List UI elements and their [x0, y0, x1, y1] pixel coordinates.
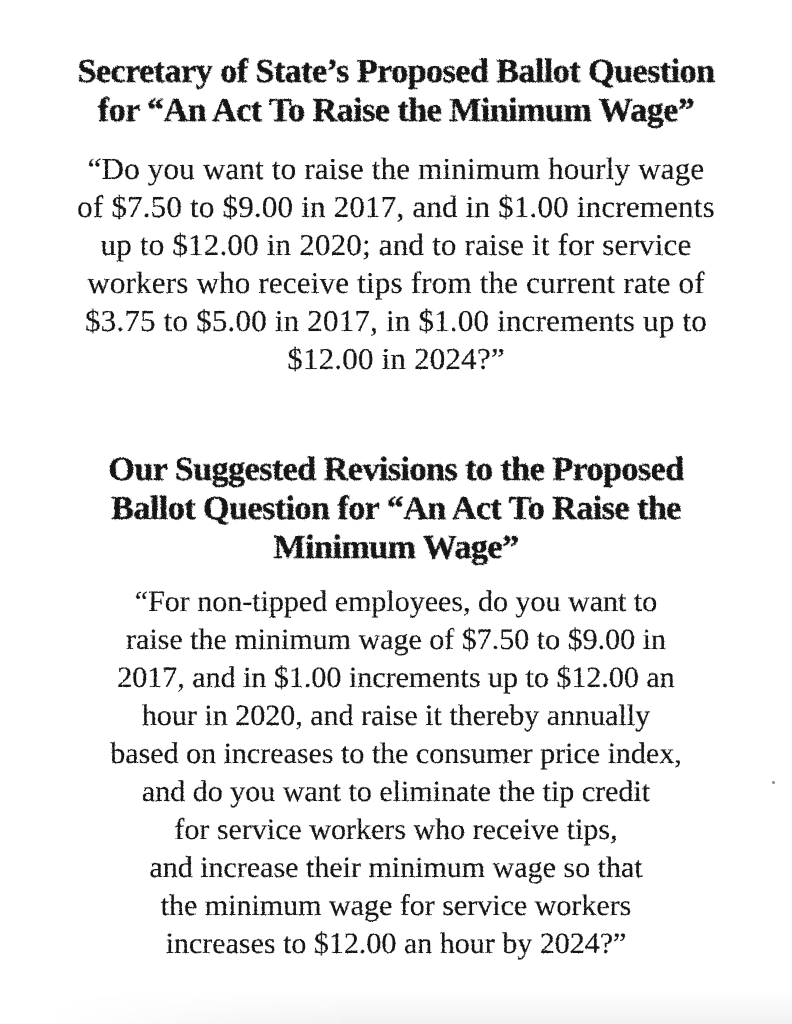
heading-line: Secretary of State’s Proposed Ballot Question [77, 53, 715, 90]
body-line: increases to $12.00 an hour by 2024?” [165, 927, 627, 960]
body-line: and increase their minimum wage so that [149, 851, 643, 884]
body-line: “For non-tipped employees, do you want to [134, 585, 658, 618]
scan-speck-artifact [772, 781, 775, 784]
heading-line: Our Suggested Revisions to the Proposed [108, 451, 684, 488]
heading-line: Minimum Wage” [273, 529, 519, 566]
body-line: hour in 2020, and raise it thereby annually [141, 699, 651, 732]
section-proposed-ballot-question [38, 52, 754, 378]
suggested-revisions-heading [38, 450, 754, 567]
body-line: raise the minimum wage of $7.50 to $9.00 in [126, 623, 666, 656]
body-line: based on increases to the consumer price index, [110, 737, 682, 770]
body-line: and do you want to eliminate the tip credit [141, 775, 651, 808]
body-line: workers who receive tips from the current rate of [87, 265, 705, 300]
body-line: $12.00 in 2024?” [287, 341, 505, 376]
body-line: the minimum wage for service workers [160, 889, 632, 922]
heading-line: Ballot Question for “An Act To Raise the [111, 490, 681, 527]
heading-line: for “An Act To Raise the Minimum Wage” [97, 92, 695, 129]
proposed-question-heading [38, 52, 754, 130]
body-line: $3.75 to $5.00 in 2017, in $1.00 increments up to [84, 303, 707, 338]
proposed-question-text [38, 150, 754, 378]
body-line: “Do you want to raise the minimum hourly wage [87, 151, 705, 186]
section-suggested-revisions [38, 450, 754, 963]
body-line: of $7.50 to $9.00 in 2017, and in $1.00 increments [77, 189, 715, 224]
document-content [0, 52, 792, 1024]
body-line: up to $12.00 in 2020; and to raise it for service [100, 227, 692, 262]
body-line: 2017, and in $1.00 increments up to $12.00 an [117, 661, 675, 694]
body-line: for service workers who receive tips, [174, 813, 618, 846]
suggested-revisions-text [38, 583, 754, 963]
